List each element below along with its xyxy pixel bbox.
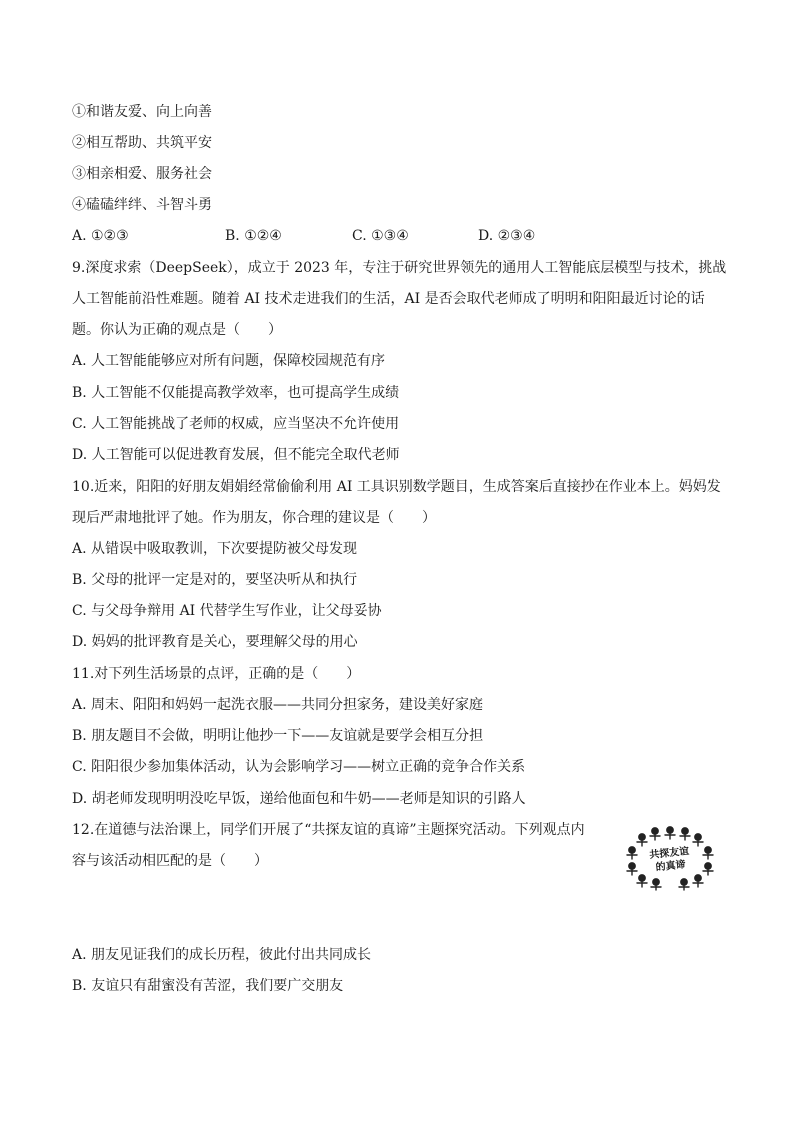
q8-options (72, 226, 712, 246)
q9-option-d[interactable]: D. 人工智能可以促进教育发展，但不能完全取代老师 (72, 447, 400, 463)
q11-option-b[interactable]: B. 朋友题目不会做，明明让他抄一下——友谊就是要学会相互分担 (72, 728, 484, 744)
q9-stem-line-1: 9.深度求索（DeepSeek），成立于 2023 年，专注于研究世界领先的通用人工智能底层模型与技术，挑战 (72, 260, 727, 276)
q12-option-a[interactable]: A. 朋友见证我们的成长历程，彼此付出共同成长 (72, 947, 372, 963)
q9-stem-line-2: 人工智能前沿性难题。随着 AI 技术走进我们的生活，AI 是否会取代老师成了明明和阳阳最近讨论的话 (72, 291, 705, 307)
q8-option-c[interactable]: C. ①③④ (352, 228, 409, 244)
q8-option-a[interactable]: A. ①②③ (72, 228, 129, 244)
q10-stem-line-1: 10.近来，阳阳的好朋友娟娟经常偷偷利用 AI 工具识别数学题目，生成答案后直接抄在作业本上。妈妈发 (72, 479, 721, 495)
q11-option-a[interactable]: A. 周末、阳阳和妈妈一起洗衣服——共同分担家务，建设美好家庭 (72, 697, 484, 713)
q12-stem-line-1: 12.在道德与法治课上，同学们开展了“共探友谊的真谛”主题探究活动。下列观点内 (72, 822, 585, 838)
q11-stem: 11.对下列生活场景的点评，正确的是（ ） (72, 666, 361, 682)
badge-title-line-1: 共探友谊 (648, 845, 690, 862)
q10-stem-line-2: 现后严肃地批评了她。作为朋友，你合理的建议是（ ） (72, 510, 436, 526)
q8-option-b[interactable]: B. ①②④ (225, 228, 282, 244)
q10-option-c[interactable]: C. 与父母争辩用 AI 代替学生写作业，让父母妥协 (72, 603, 382, 619)
q11-option-c[interactable]: C. 阳阳很少参加集体活动，认为会影响学习——树立正确的竞争合作关系 (72, 759, 526, 775)
q9-option-a[interactable]: A. 人工智能能够应对所有问题，保障校园规范有序 (72, 353, 386, 369)
q10-option-d[interactable]: D. 妈妈的批评教育是关心，要理解父母的用心 (72, 634, 358, 650)
q9-option-b[interactable]: B. 人工智能不仅能提高教学效率，也可提高学生成绩 (72, 385, 400, 401)
q9-stem-line-3: 题。你认为正确的观点是（ ） (72, 322, 282, 338)
q8-item-2: ②相互帮助、共筑平安 (72, 135, 212, 151)
badge-title-line-2: 的真谛 (655, 859, 687, 874)
q9-option-c[interactable]: C. 人工智能挑战了老师的权威，应当坚决不允许使用 (72, 416, 400, 432)
q12-stem-line-2: 容与该活动相匹配的是（ ） (72, 853, 268, 869)
q10-option-a[interactable]: A. 从错误中吸取教训，下次要提防被父母发现 (72, 541, 358, 557)
q8-item-4: ④磕磕绊绊、斗智斗勇 (72, 197, 212, 213)
q12-option-b[interactable]: B. 友谊只有甜蜜没有苦涩，我们要广交朋友 (72, 978, 344, 994)
friendship-circle-illustration (620, 822, 720, 894)
q8-item-3: ③相亲相爱、服务社会 (72, 166, 212, 182)
q8-item-1: ①和谐友爱、向上向善 (72, 104, 212, 120)
q11-option-d[interactable]: D. 胡老师发现明明没吃早饭，递给他面包和牛奶——老师是知识的引路人 (72, 791, 526, 807)
q10-option-b[interactable]: B. 父母的批评一定是对的，要坚决听从和执行 (72, 572, 358, 588)
q8-option-d[interactable]: D. ②③④ (478, 228, 536, 244)
